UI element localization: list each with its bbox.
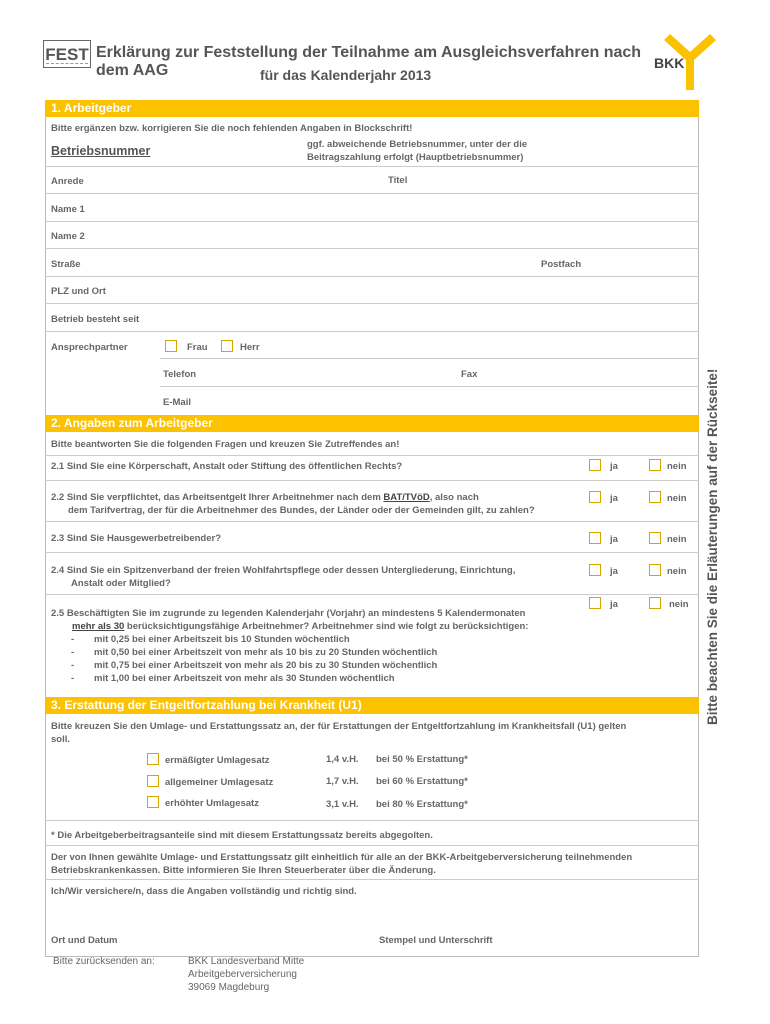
q5-text: 2.5 Beschäftigten Sie im zugrunde zu legenden Kalenderjahr (Vorjahr) an mindestens 5 Kalendermonaten: [51, 608, 526, 619]
telefon-label: Telefon: [163, 369, 197, 380]
q2-text: 2.2 Sind Sie verpflichtet, das Arbeitsentgelt Ihrer Arbeitnehmer nach dem BAT/TVöD, also nach: [51, 492, 479, 503]
section2-header: 2. Angaben zum Arbeitgeber: [45, 415, 699, 432]
list-item: mit 0,50 bei einer Arbeitszeit von mehr als 10 bis zu 20 Stunden wöchentlich: [94, 647, 438, 658]
divider: [160, 358, 699, 359]
email-label: E-Mail: [163, 397, 191, 408]
ja-label: ja: [610, 566, 618, 577]
fax-label: Fax: [461, 369, 478, 380]
form-frame: [45, 100, 699, 957]
divider: [45, 248, 699, 249]
ort-datum-label: Ort und Datum: [51, 935, 118, 946]
q4-nein-checkbox[interactable]: [649, 564, 661, 576]
herr-label: Herr: [240, 342, 260, 353]
divider: [45, 594, 699, 595]
q1-ja-checkbox[interactable]: [589, 459, 601, 471]
ermaessigt-checkbox[interactable]: [147, 753, 159, 765]
address-line: Arbeitgeberversicherung: [188, 969, 297, 980]
divider: [45, 193, 699, 194]
form-title: Erklärung zur Feststellung der Teilnahme am Ausgleichsverfahren nach dem AAG: [96, 44, 642, 79]
address-line: 39069 Magdeburg: [188, 982, 270, 993]
side-note: Bitte beachten Sie die Erläuterungen auf der Rückseite!: [705, 368, 720, 725]
address-line: BKK Landesverband Mitte: [188, 956, 305, 967]
note-line1: Der von Ihnen gewählte Umlage- und Erstattungssatz gilt einheitlich für alle an der BKK-Arbeitgeberversicherung teilnehmenden: [51, 852, 633, 863]
ja-label: ja: [610, 493, 618, 504]
divider: [45, 480, 699, 481]
besteht-seit-label: Betrieb besteht seit: [51, 314, 140, 325]
divider: [45, 166, 699, 167]
q5-nein-checkbox[interactable]: [649, 597, 661, 609]
nein-label: nein: [667, 566, 687, 577]
list-item-dash: -: [71, 673, 75, 684]
bkk-logo: [652, 34, 716, 90]
divider: [45, 221, 699, 222]
list-item: mit 1,00 bei einer Arbeitszeit von mehr als 30 Stunden wöchentlich: [94, 673, 395, 684]
q3-nein-checkbox[interactable]: [649, 532, 661, 544]
list-item: mit 0,25 bei einer Arbeitszeit bis 10 Stunden wöchentlich: [94, 634, 350, 645]
ansprechpartner-label: Ansprechpartner: [51, 342, 128, 353]
q4-ja-checkbox[interactable]: [589, 564, 601, 576]
q2-ja-checkbox[interactable]: [589, 491, 601, 503]
return-label: Bitte zurücksenden an:: [53, 956, 155, 967]
q4-text-line2: Anstalt oder Mitglied?: [71, 578, 171, 589]
list-item-dash: -: [71, 660, 75, 671]
fest-label: FEST: [43, 40, 91, 68]
divider: [45, 303, 699, 304]
erhoeht-checkbox[interactable]: [147, 796, 159, 808]
nein-label: nein: [667, 461, 687, 472]
q5-ja-checkbox[interactable]: [589, 597, 601, 609]
option-rate: 1,7 v.H.: [326, 776, 359, 787]
option-label: erhöhter Umlagesatz: [165, 798, 259, 809]
stempel-label: Stempel und Unterschrift: [379, 935, 493, 946]
list-item-dash: -: [71, 647, 75, 658]
postfach-label: Postfach: [541, 259, 582, 270]
list-item: mit 0,75 bei einer Arbeitszeit von mehr als 20 bis zu 30 Stunden wöchentlich: [94, 660, 438, 671]
list-item-dash: -: [71, 634, 75, 645]
strasse-label: Straße: [51, 259, 81, 270]
divider: [45, 820, 699, 821]
herr-checkbox[interactable]: [221, 340, 233, 352]
titel-label: Titel: [388, 175, 408, 186]
section1-header: 1. Arbeitgeber: [45, 100, 699, 117]
section1-intro: Bitte ergänzen bzw. korrigieren Sie die noch fehlenden Angaben in Blockschrift!: [51, 123, 413, 134]
q3-ja-checkbox[interactable]: [589, 532, 601, 544]
divider: [45, 455, 699, 456]
q2-nein-checkbox[interactable]: [649, 491, 661, 503]
betriebsnummer-label: Betriebsnummer: [51, 144, 151, 158]
abweichende-line1: ggf. abweichende Betriebsnummer, unter der die: [307, 139, 528, 150]
q4-text: 2.4 Sind Sie ein Spitzenverband der freien Wohlfahrtspflege oder dessen Untergliederung, Einrichtung,: [51, 565, 516, 576]
ja-label: ja: [610, 461, 618, 472]
footnote: * Die Arbeitgeberbeitragsanteile sind mit diesem Erstattungssatz bereits abgegolten.: [51, 830, 433, 841]
option-label: allgemeiner Umlagesatz: [165, 777, 274, 788]
ja-label: ja: [610, 534, 618, 545]
anrede-label: Anrede: [51, 176, 84, 187]
divider: [45, 879, 699, 880]
section3-header: 3. Erstattung der Entgeltfortzahlung bei Krankheit (U1): [45, 697, 699, 714]
allgemein-checkbox[interactable]: [147, 775, 159, 787]
divider: [45, 845, 699, 846]
q1-text: 2.1 Sind Sie eine Körperschaft, Anstalt oder Stiftung des öffentlichen Rechts?: [51, 461, 403, 472]
name1-label: Name 1: [51, 204, 85, 215]
note-line2: Betriebskrankenkassen. Bitte informieren Sie Ihren Steuerberater über die Änderung.: [51, 865, 436, 876]
form-subtitle: für das Kalenderjahr 2013: [260, 67, 432, 83]
nein-label: nein: [669, 599, 689, 610]
q5-text-line2: mehr als 30 berücksichtigungsfähige Arbeitnehmer? Arbeitnehmer sind wie folgt zu berücksichtigen:: [72, 621, 529, 632]
ja-label: ja: [610, 599, 618, 610]
section3-intro-line2: soll.: [51, 734, 71, 745]
option-rate: 3,1 v.H.: [326, 799, 359, 810]
nein-label: nein: [667, 493, 687, 504]
divider: [160, 386, 699, 387]
option-erstattung: bei 80 % Erstattung*: [376, 799, 468, 810]
plz-ort-label: PLZ und Ort: [51, 286, 106, 297]
divider: [45, 521, 699, 522]
divider: [45, 552, 699, 553]
option-erstattung: bei 50 % Erstattung*: [376, 754, 468, 765]
divider: [45, 331, 699, 332]
option-rate: 1,4 v.H.: [326, 754, 359, 765]
svg-text:BKK: BKK: [654, 55, 685, 71]
q3-text: 2.3 Sind Sie Hausgewerbetreibender?: [51, 533, 221, 544]
q2-text-line2: dem Tarifvertrag, der für die Arbeitnehmer des Bundes, der Länder oder der Gemeinden gilt, zu zahlen?: [68, 505, 535, 516]
name2-label: Name 2: [51, 231, 85, 242]
option-erstattung: bei 60 % Erstattung*: [376, 776, 468, 787]
q1-nein-checkbox[interactable]: [649, 459, 661, 471]
frau-label: Frau: [187, 342, 208, 353]
versicherung-text: Ich/Wir versichere/n, dass die Angaben vollständig und richtig sind.: [51, 886, 357, 897]
option-label: ermäßigter Umlagesatz: [165, 755, 270, 766]
section3-intro: Bitte kreuzen Sie den Umlage- und Erstattungssatz an, der für Erstattungen der Entgeltfortzahlung im Krankheitsfall (U1) gelten: [51, 721, 627, 732]
section2-intro: Bitte beantworten Sie die folgenden Fragen und kreuzen Sie Zutreffendes an!: [51, 439, 400, 450]
abweichende-line2: Beitragszahlung erfolgt (Hauptbetriebsnummer): [307, 152, 524, 163]
frau-checkbox[interactable]: [165, 340, 177, 352]
divider: [45, 276, 699, 277]
nein-label: nein: [667, 534, 687, 545]
